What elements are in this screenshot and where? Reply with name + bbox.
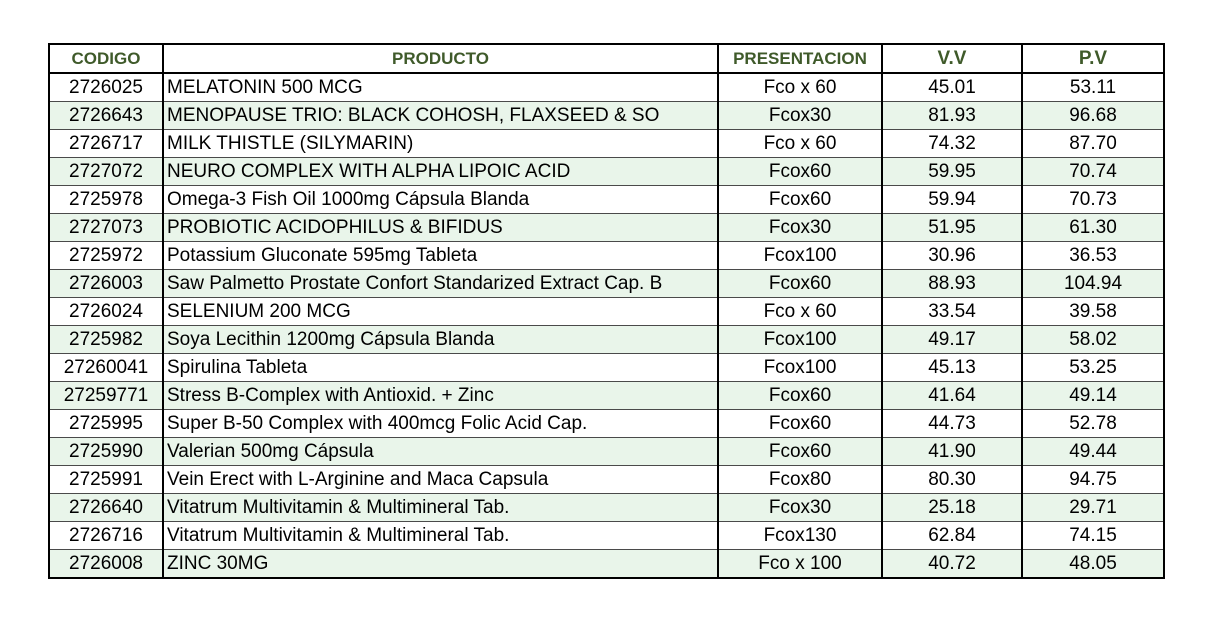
- cell-vv: 59.94: [882, 186, 1022, 214]
- cell-producto: Omega-3 Fish Oil 1000mg Cápsula Blanda: [163, 186, 718, 214]
- cell-codigo: 2725982: [49, 326, 163, 354]
- cell-vv: 41.90: [882, 438, 1022, 466]
- cell-producto: Spirulina Tableta: [163, 354, 718, 382]
- cell-vv: 51.95: [882, 214, 1022, 242]
- cell-pv: 74.15: [1022, 522, 1164, 550]
- cell-vv: 25.18: [882, 494, 1022, 522]
- table-row: [49, 522, 1164, 550]
- cell-codigo: 2727072: [49, 158, 163, 186]
- table-row: [49, 298, 1164, 326]
- cell-producto: PROBIOTIC ACIDOPHILUS & BIFIDUS: [163, 214, 718, 242]
- cell-pv: 70.73: [1022, 186, 1164, 214]
- cell-presentacion: Fcox80: [718, 466, 882, 494]
- cell-vv: 81.93: [882, 102, 1022, 130]
- cell-vv: 49.17: [882, 326, 1022, 354]
- header-presentacion: PRESENTACION: [718, 44, 882, 73]
- cell-vv: 88.93: [882, 270, 1022, 298]
- cell-presentacion: Fcox60: [718, 186, 882, 214]
- cell-producto: Saw Palmetto Prostate Confort Standarized Extract Cap. B: [163, 270, 718, 298]
- cell-producto: Vitatrum Multivitamin & Multimineral Tab.: [163, 522, 718, 550]
- cell-codigo: 2726716: [49, 522, 163, 550]
- cell-vv: 45.13: [882, 354, 1022, 382]
- cell-pv: 96.68: [1022, 102, 1164, 130]
- table-row: [49, 382, 1164, 410]
- cell-producto: Stress B-Complex with Antioxid. + Zinc: [163, 382, 718, 410]
- cell-vv: 44.73: [882, 410, 1022, 438]
- cell-presentacion: Fco x 60: [718, 130, 882, 158]
- cell-codigo: 2725991: [49, 466, 163, 494]
- cell-pv: 87.70: [1022, 130, 1164, 158]
- table-row: [49, 550, 1164, 579]
- cell-vv: 45.01: [882, 73, 1022, 102]
- table-row: [49, 73, 1164, 102]
- table-body: [49, 73, 1164, 578]
- cell-pv: 53.25: [1022, 354, 1164, 382]
- header-vv: V.V: [882, 44, 1022, 73]
- table-row: [49, 354, 1164, 382]
- cell-codigo: 2725972: [49, 242, 163, 270]
- cell-presentacion: Fcox60: [718, 158, 882, 186]
- cell-producto: Potassium Gluconate 595mg Tableta: [163, 242, 718, 270]
- cell-producto: SELENIUM 200 MCG: [163, 298, 718, 326]
- cell-producto: MELATONIN 500 MCG: [163, 73, 718, 102]
- cell-producto: Vein Erect with L-Arginine and Maca Capsula: [163, 466, 718, 494]
- cell-presentacion: Fco x 60: [718, 298, 882, 326]
- table-row: [49, 102, 1164, 130]
- cell-producto: MILK THISTLE (SILYMARIN): [163, 130, 718, 158]
- cell-producto: NEURO COMPLEX WITH ALPHA LIPOIC ACID: [163, 158, 718, 186]
- cell-presentacion: Fcox100: [718, 242, 882, 270]
- table-row: [49, 158, 1164, 186]
- cell-codigo: 2726024: [49, 298, 163, 326]
- cell-codigo: 2725978: [49, 186, 163, 214]
- cell-codigo: 2726025: [49, 73, 163, 102]
- cell-presentacion: Fcox30: [718, 494, 882, 522]
- cell-vv: 62.84: [882, 522, 1022, 550]
- cell-producto: Soya Lecithin 1200mg Cápsula Blanda: [163, 326, 718, 354]
- cell-presentacion: Fcox100: [718, 326, 882, 354]
- cell-presentacion: Fco x 100: [718, 550, 882, 579]
- cell-presentacion: Fcox100: [718, 354, 882, 382]
- cell-presentacion: Fcox60: [718, 382, 882, 410]
- cell-codigo: 2726717: [49, 130, 163, 158]
- cell-codigo: 2726640: [49, 494, 163, 522]
- cell-vv: 74.32: [882, 130, 1022, 158]
- table-row: [49, 186, 1164, 214]
- cell-vv: 33.54: [882, 298, 1022, 326]
- cell-producto: MENOPAUSE TRIO: BLACK COHOSH, FLAXSEED & SO: [163, 102, 718, 130]
- header-pv: P.V: [1022, 44, 1164, 73]
- cell-pv: 104.94: [1022, 270, 1164, 298]
- table-row: [49, 410, 1164, 438]
- cell-pv: 61.30: [1022, 214, 1164, 242]
- cell-pv: 52.78: [1022, 410, 1164, 438]
- cell-presentacion: Fcox60: [718, 438, 882, 466]
- cell-codigo: 2725990: [49, 438, 163, 466]
- cell-presentacion: Fco x 60: [718, 73, 882, 102]
- cell-pv: 53.11: [1022, 73, 1164, 102]
- cell-vv: 40.72: [882, 550, 1022, 579]
- cell-codigo: 2726643: [49, 102, 163, 130]
- cell-presentacion: Fcox30: [718, 214, 882, 242]
- cell-vv: 30.96: [882, 242, 1022, 270]
- cell-presentacion: Fcox60: [718, 270, 882, 298]
- cell-presentacion: Fcox60: [718, 410, 882, 438]
- header-codigo: CODIGO: [49, 44, 163, 73]
- cell-producto: Valerian 500mg Cápsula: [163, 438, 718, 466]
- cell-pv: 36.53: [1022, 242, 1164, 270]
- header-row: [49, 44, 1164, 73]
- cell-presentacion: Fcox130: [718, 522, 882, 550]
- table-row: [49, 130, 1164, 158]
- cell-producto: Super B-50 Complex with 400mcg Folic Acid Cap.: [163, 410, 718, 438]
- cell-pv: 70.74: [1022, 158, 1164, 186]
- table-row: [49, 214, 1164, 242]
- cell-vv: 59.95: [882, 158, 1022, 186]
- cell-pv: 58.02: [1022, 326, 1164, 354]
- cell-codigo: 2726003: [49, 270, 163, 298]
- cell-presentacion: Fcox30: [718, 102, 882, 130]
- cell-pv: 48.05: [1022, 550, 1164, 579]
- cell-codigo: 2725995: [49, 410, 163, 438]
- cell-codigo: 27259771: [49, 382, 163, 410]
- cell-codigo: 2726008: [49, 550, 163, 579]
- table-row: [49, 438, 1164, 466]
- table-row: [49, 270, 1164, 298]
- table-row: [49, 326, 1164, 354]
- cell-codigo: 27260041: [49, 354, 163, 382]
- cell-pv: 29.71: [1022, 494, 1164, 522]
- cell-pv: 49.14: [1022, 382, 1164, 410]
- cell-pv: 49.44: [1022, 438, 1164, 466]
- cell-codigo: 2727073: [49, 214, 163, 242]
- table-row: [49, 242, 1164, 270]
- cell-producto: Vitatrum Multivitamin & Multimineral Tab.: [163, 494, 718, 522]
- table-row: [49, 494, 1164, 522]
- header-producto: PRODUCTO: [163, 44, 718, 73]
- cell-vv: 80.30: [882, 466, 1022, 494]
- table-row: [49, 466, 1164, 494]
- cell-producto: ZINC 30MG: [163, 550, 718, 579]
- price-table: [48, 43, 1165, 579]
- cell-pv: 39.58: [1022, 298, 1164, 326]
- cell-pv: 94.75: [1022, 466, 1164, 494]
- cell-vv: 41.64: [882, 382, 1022, 410]
